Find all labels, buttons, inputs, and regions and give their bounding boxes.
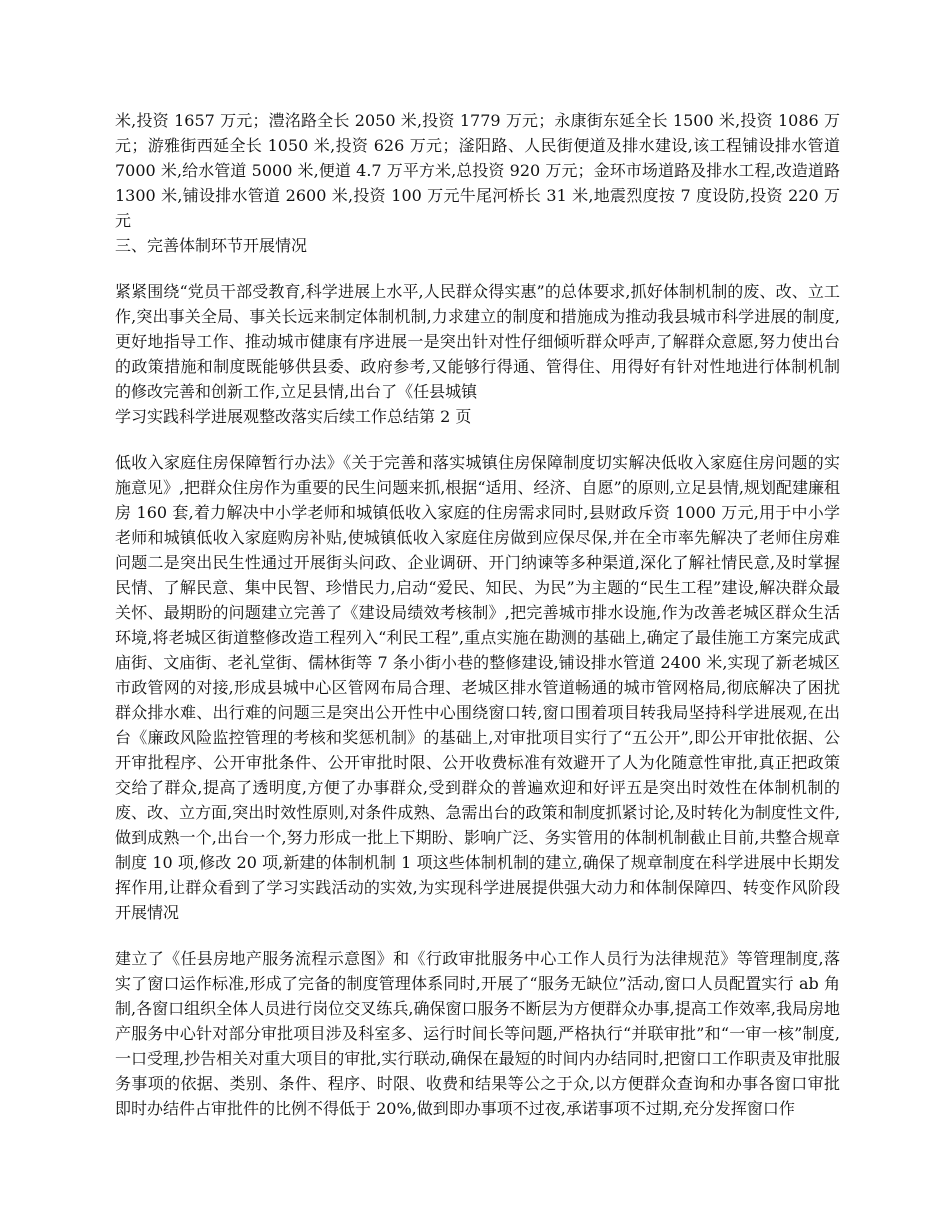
page-title-line: 学习实践科学进展观整改落实后续工作总结第 2 页 [115,407,472,426]
document-page [115,108,840,1121]
paragraph-4: 建立了《任县房地产服务流程示意图》和《行政审批服务中心工作人员行为法律规范》等管理制度,落实了窗口运作标准,形成了完备的制度管理体系同时,开展了“服务无缺位”活动,窗口人员配置实行 ab 角制,各窗口组织全体人员进行岗位交叉练兵,确保窗口服务不断层为方便群众办事,提高工作效率,我局房地产服务中心针对部分审批项目涉及科室多、运行时间长等问题,严格执行“并联审批”和“一审一核”制度,一口受理,抄告相关对重大项目的审批,实行联动,确保在最短的时间内办结同时,把窗口工作职责及审批服务事项的依据、类别、条件、程序、时限、收费和结果等公之于众,以方便群众查询和办事各窗口审批即时办结件占审批件的比例不得低于 20%,做到即办事项不过夜,承诺事项不过期,充分发挥窗口作 [115,949,840,1118]
paragraph-2: 紧紧围绕“党员干部受教育,科学进展上水平,人民群众得实惠”的总体要求,抓好体制机制的废、改、立工作,突出事关全局、事关长远来制定体制机制,力求建立的制度和措施成为推动我县城市科学进展的制度,更好地指导工作、推动城市健康有序进展一是突出针对性仔细倾听群众呼声,了解群众意愿,努力使出台的政策措施和制度既能够供县委、政府参考,又能够行得通、管得住、用得好有针对性地进行体制机制的修改完善和创新工作,立足县情,出台了《任县城镇 [115,282,840,401]
paragraph-3: 低收入家庭住房保障暂行办法》《关于完善和落实城镇住房保障制度切实解决低收入家庭住房问题的实施意见》,把群众住房作为重要的民生问题来抓,根据“适用、经济、自愿”的原则,立足县情,规划配建廉租房 160 套,着力解决中小学老师和城镇低收入家庭的住房需求同时,县财政斥资 1000 万元,用于中小学老师和城镇低收入家庭购房补贴,使城镇低收入家庭住房做到应保尽保,并在全市率先解决了老师住房难问题二是突出民生性通过开展街头问政、企业调研、开门纳谏等多种渠道,深化了解社情民意,及时掌握民情、了解民意、集中民智、珍惜民力,启动“爱民、知民、为民”为主题的“民生工程”建设,解决群众最关怀、最期盼的问题建立完善了《建设局绩效考核制》,把完善城市排水设施,作为改善老城区群众生活环境,将老城区街道整修改造工程列入“利民工程”,重点实施在勘测的基础上,确定了最佳施工方案完成武庙街、文庙街、老礼堂街、儒林街等 7 条小街小巷的整修建设,铺设排水管道 2400 米,实现了新老城区市政管网的对接,形成县城中心区管网布局合理、老城区排水管道畅通的城市管网格局,彻底解决了困扰群众排水难、出行难的问题三是突出公开性中心围绕窗口转,窗口围着项目转我局坚持科学进展观,在出台《廉政风险监控管理的考核和奖惩机制》的基础上,对审批项目实行了“五公开”,即公开审批依据、公开审批程序、公开审批条件、公开审批时限、公开收费标准有效避开了人为化随意性审批,真正把政策交给了群众,提高了透明度,方便了办事群众,受到群众的普遍欢迎和好评五是突出时效性在体制机制的废、改、立方面,突出时效性原则,对条件成熟、急需出台的政策和制度抓紧讨论,及时转化为制度性文件,做到成熟一个,出台一个,努力形成一批上下期盼、影响广泛、务实管用的体制机制截止目前,共整合规章制度 10 项,修改 20 项,新建的体制机制 1 项这些体制机制的建立,确保了规章制度在科学进展中长期发挥作用,让群众看到了学习实践活动的实效,为实现科学进展提供强大动力和体制保障四、转变作风阶段开展情况 [115,453,840,922]
section-heading-3: 三、完善体制环节开展情况 [115,236,308,255]
paragraph-1: 米,投资 1657 万元；澧洺路全长 2050 米,投资 1779 万元；永康街东延全长 1500 米,投资 1086 万元；游雅街西延全长 1050 米,投资 626 万元；滏阳路、人民街便道及排水建设,该工程铺设排水管道 7000 米,给水管道 5000 米,便道 4.7 万平方米,总投资 920 万元；金环市场道路及排水工程,改造道路 1300 米,铺设排水管道 2600 米,投资 100 万元牛尾河桥长 31 米,地震烈度按 7 度设防,投资 220 万元 [115,111,840,230]
